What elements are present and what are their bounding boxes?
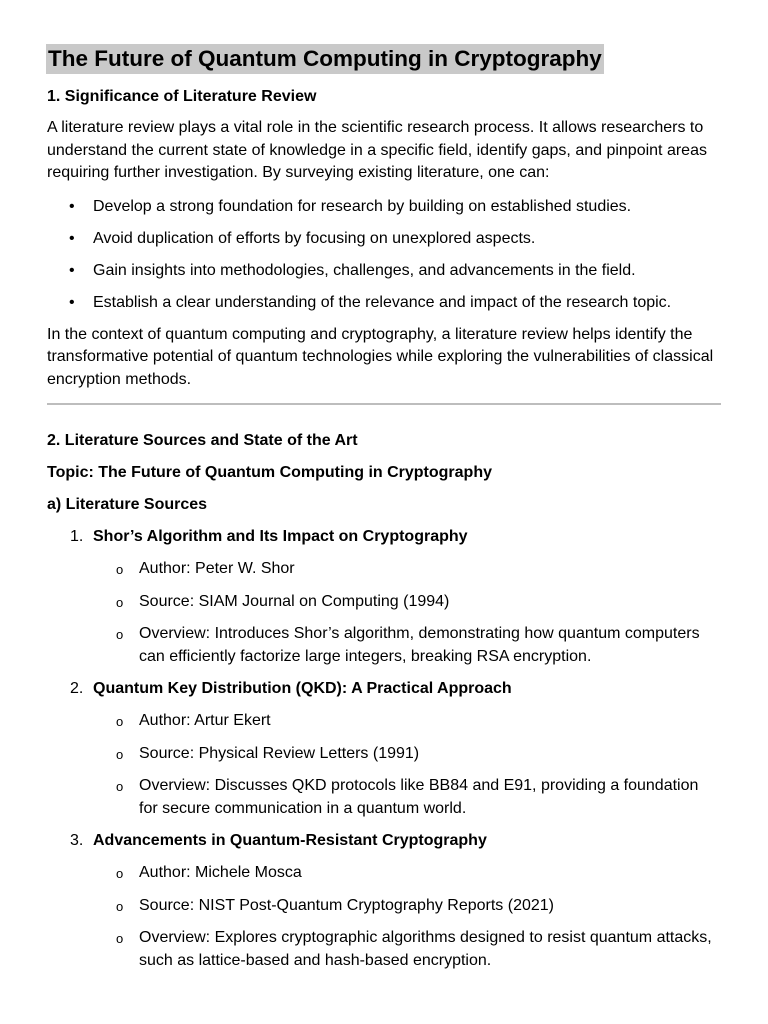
bullet-icon: • — [69, 229, 75, 247]
list-item: o Source: SIAM Journal on Computing (1994) — [93, 591, 721, 614]
section-1-heading: 1. Significance of Literature Review — [47, 88, 317, 105]
source-item-shor — [47, 526, 721, 668]
source-details — [93, 558, 721, 668]
bullet-icon: • — [69, 261, 75, 279]
bullet-icon: • — [69, 293, 75, 311]
source-details — [93, 862, 721, 972]
list-item: o Overview: Discusses QKD protocols like BB84 and E91, providing a foundation for secure communication in a quantum world. — [116, 777, 699, 817]
section-1-intro: A literature review plays a vital role in the scientific research process. It allows researchers to understand the current state of knowledge in a specific field, identify gaps, and pinpoint areas requiring further investigation. By surveying existing literature, one can: — [47, 119, 707, 181]
circle-bullet-icon: o — [116, 714, 124, 729]
circle-bullet-icon: o — [116, 931, 124, 946]
circle-bullet-icon: o — [116, 562, 124, 577]
topic-line: Topic: The Future of Quantum Computing in Cryptography — [47, 464, 492, 481]
list-item: o Source: Physical Review Letters (1991) — [93, 743, 721, 766]
list-item: • Gain insights into methodologies, challenges, and advancements in the field. — [47, 260, 721, 282]
item-number: 3. — [70, 832, 84, 849]
list-item: o Overview: Explores cryptographic algorithms designed to resist quantum attacks, such as lattice-based and hash-based encryption. — [116, 929, 712, 969]
source-item-pqc — [47, 830, 721, 972]
source-title: Quantum Key Distribution (QKD): A Practical Approach — [93, 680, 512, 697]
sources-list — [47, 526, 721, 972]
section-1-closing: In the context of quantum computing and cryptography, a literature review helps identify the transformative potential of quantum technologies while exploring the vulnerabilities of classical encryption methods. — [47, 325, 714, 388]
section-sources — [47, 430, 721, 972]
circle-bullet-icon: o — [116, 866, 124, 881]
list-item: • Develop a strong foundation for research by building on established studies. — [47, 196, 721, 218]
source-details — [93, 710, 721, 820]
bullet-icon: • — [69, 197, 75, 215]
source-title: Shor’s Algorithm and Its Impact on Cryptography — [93, 528, 468, 545]
item-number: 1. — [70, 528, 84, 545]
section-significance — [47, 86, 721, 391]
document-title: The Future of Quantum Computing in Cryptography — [46, 44, 604, 74]
literature-sources-heading: a) Literature Sources — [47, 496, 208, 513]
circle-bullet-icon: o — [116, 746, 124, 762]
circle-bullet-icon: o — [116, 627, 124, 642]
section-2-heading: 2. Literature Sources and State of the Art — [47, 432, 358, 449]
list-item: • Avoid duplication of efforts by focusing on unexplored aspects. — [47, 228, 721, 250]
list-item: o Author: Artur Ekert — [93, 710, 721, 733]
list-item: • Establish a clear understanding of the relevance and impact of the research topic. — [47, 292, 721, 314]
circle-bullet-icon: o — [116, 779, 124, 794]
source-item-qkd — [47, 678, 721, 820]
horizontal-divider — [47, 403, 721, 405]
benefits-list — [47, 196, 721, 314]
source-title: Advancements in Quantum-Resistant Cryptography — [93, 832, 487, 849]
list-item: o Author: Peter W. Shor — [93, 558, 721, 581]
list-item: o Overview: Introduces Shor’s algorithm, demonstrating how quantum computers can efficiently factorize large integers, breaking RSA encryption. — [116, 625, 700, 665]
list-item: o Source: NIST Post-Quantum Cryptography Reports (2021) — [93, 895, 721, 918]
item-number: 2. — [70, 680, 84, 697]
list-item: o Author: Michele Mosca — [93, 862, 721, 885]
circle-bullet-icon: o — [116, 898, 124, 914]
circle-bullet-icon: o — [116, 594, 124, 610]
